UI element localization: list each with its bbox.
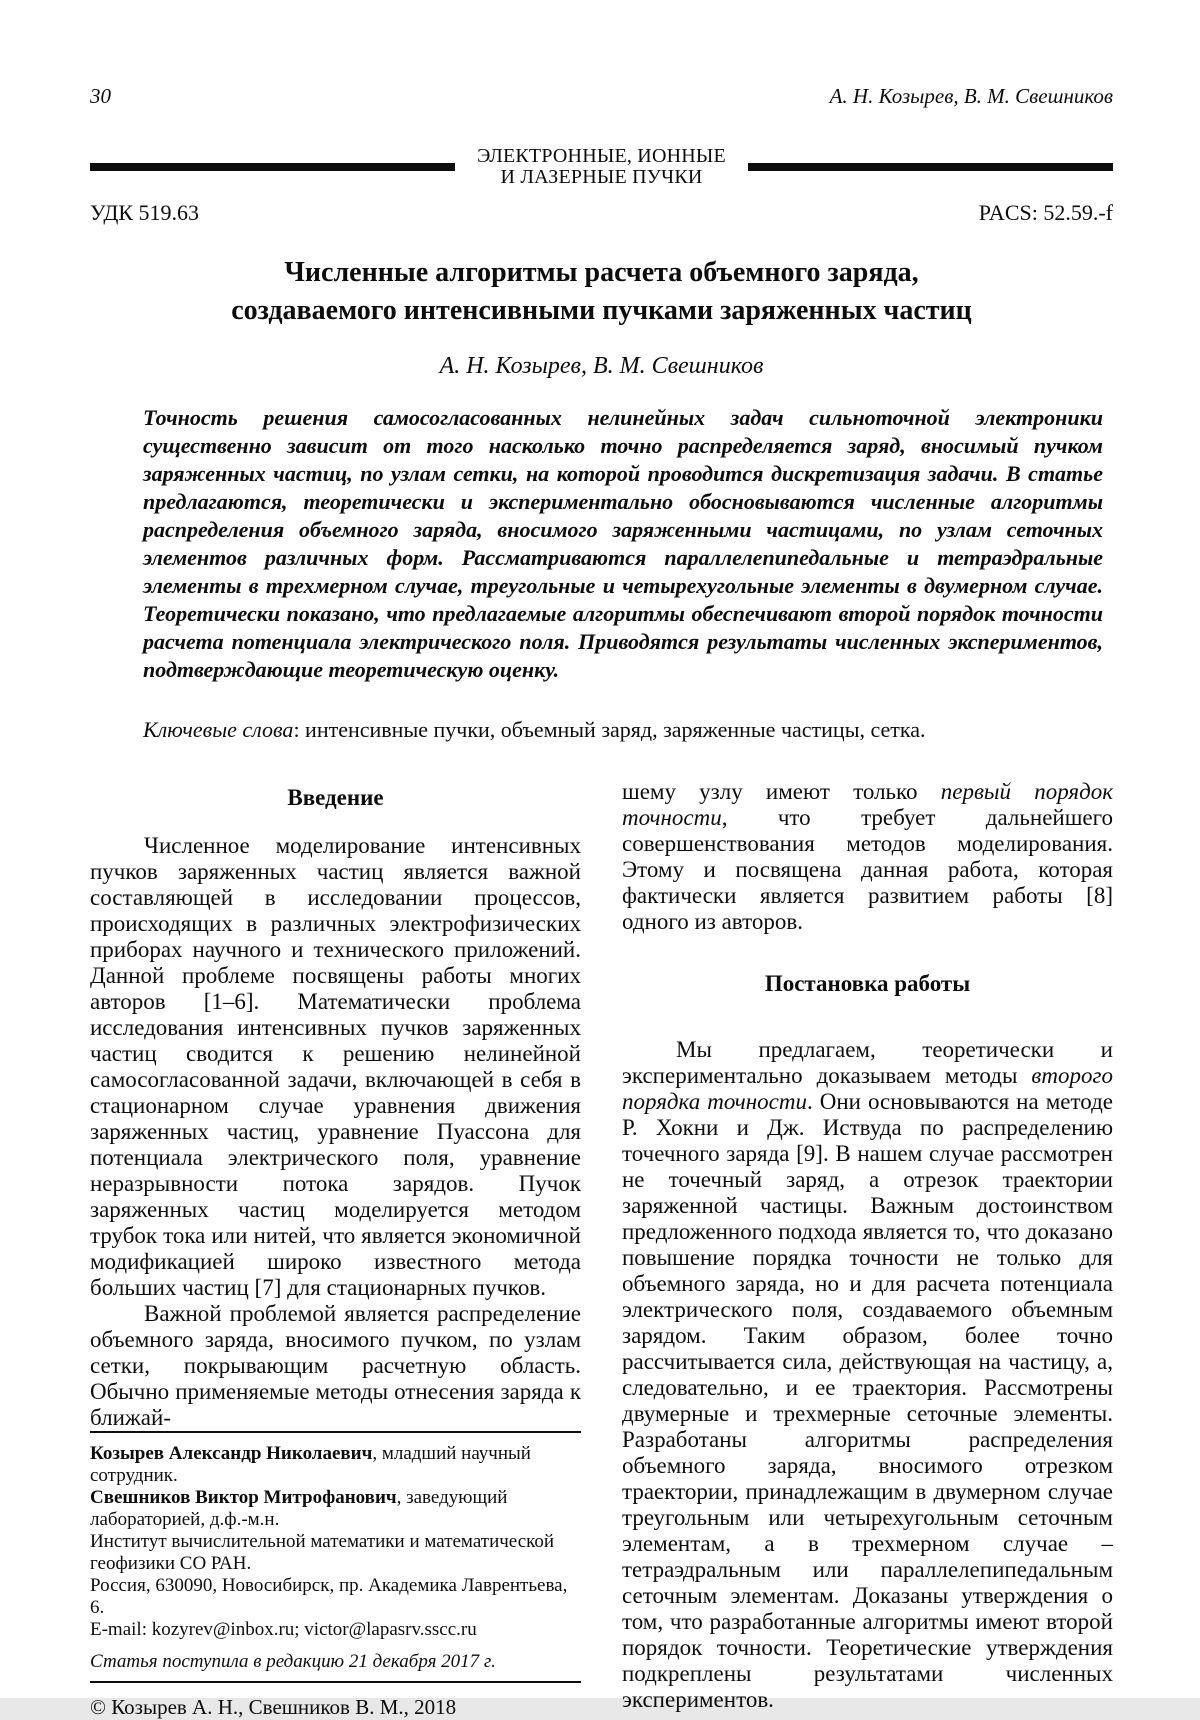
running-head <box>90 84 1113 108</box>
footnote-received-date: Статья поступила в редакцию 21 декабря 2017 г. <box>90 1651 496 1672</box>
footnote-divider <box>90 1431 581 1433</box>
keywords-line <box>143 716 1103 743</box>
footnote-author-1 <box>90 1443 581 1487</box>
statement-text-start: Мы предлагаем, теоретически и экспериментально доказываем методы <box>622 1037 1113 1088</box>
article-authors: А. Н. Козырев, В. М. Свешников <box>439 353 764 379</box>
banner-rule-left <box>90 163 455 171</box>
article-title-line2: создаваемого интенсивными пучками заряженных частиц <box>231 295 972 326</box>
classification-codes <box>90 200 1113 226</box>
page-number: 30 <box>90 84 111 108</box>
footnote-author-2 <box>90 1487 581 1531</box>
keywords-label: Ключевые слова <box>143 717 294 742</box>
statement-text-end: . Они основываются на методе Р. Хокни и Дж. Иствуда по распределению точечного заряда [9]. В нашем случае рассмотрен не точечный заряд, а отрезок траектории заряженной частицы. Важным достоинством предложенного подхода является то, что доказано повышение порядка точности не только для объемного заряда, но и для расчета потенциала электрического поля, создаваемого объемным зарядом. Таким образом, более точно рассчитывается сила, действующая на частицу, а, следовательно, и ее траектория. Рассмотрены двумерные и трехмерные сеточные элементы. Разработаны алгоритмы распределения объемного заряда, вносимого отрезком траектории, принадлежащим в двумерном случае треугольным или четырехугольным сеточным элементам, а в трехмерном случае – тетраэдральным или параллелепипедальным сеточным элементам. Доказаны утверждения о том, что разработанные алгоритмы имеют второй порядок точности. Теоретические утверждения подкреплены результатами численных экспериментов. <box>622 1089 1113 1712</box>
continuation-paragraph <box>622 779 1113 935</box>
footnote-author-2-name: Свешников Виктор Митрофанович <box>90 1487 397 1508</box>
udk-code: УДК 519.63 <box>90 200 200 225</box>
article-title <box>90 254 1113 330</box>
banner-title-line2: И ЛАЗЕРНЫЕ ПУЧКИ <box>500 166 703 188</box>
section-heading-statement: Постановка работы <box>764 971 971 996</box>
italic-phrase-first-order: первый порядок точности <box>622 779 1113 830</box>
running-authors: А. Н. Козырев, В. М. Свешников <box>829 84 1113 108</box>
pacs-code: PACS: 52.59.-f <box>978 200 1113 225</box>
column-left <box>90 779 581 1719</box>
statement-paragraph <box>622 1037 1113 1713</box>
article-title-line1: Численные алгоритмы расчета объемного заряда, <box>284 257 919 288</box>
two-column-body <box>90 779 1113 1719</box>
section-heading-intro: Введение <box>287 785 384 810</box>
footnote-author-1-role: , младший научный сотрудник. <box>90 1443 531 1486</box>
footnote-address: Россия, 630090, Новосибирск, пр. Академика Лаврентьева, 6. <box>90 1575 568 1618</box>
intro-paragraph-1: Численное моделирование интенсивных пучков заряженных частиц является важной составляющей в исследовании процессов, происходящих в различных электрофизических приборах научного и технического приложений. Данной проблеме посвящены работы многих авторов [1–6]. Математически проблема исследования интенсивных пучков заряженных частиц сводится к решению нелинейной самосогласованной задачи, включающей в себя в стационарном случае уравнения движения заряженных частиц, уравнение Пуассона для потенциала электрического поля, уравнение неразрывности потока зарядов. Пучок заряженных частиц моделируется методом трубок тока или нитей, что является экономичной модификацией широко известного метода больших частиц [7] для стационарных пучков. <box>90 833 581 1300</box>
copyright-divider <box>90 1681 581 1683</box>
footnote-author-2-role: , заведующий лабораторией, д.ф.-м.н. <box>90 1487 508 1530</box>
footnote-author-1-name: Козырев Александр Николаевич <box>90 1443 373 1464</box>
banner-title-line1: ЭЛЕКТРОННЫЕ, ИОННЫЕ <box>477 145 726 167</box>
column-right <box>622 779 1113 1712</box>
keywords-text: : интенсивные пучки, объемный заряд, заряженные частицы, сетка. <box>293 717 926 742</box>
footnote-email: E-mail: kozyrev@inbox.ru; victor@lapasrv.sscc.ru <box>90 1619 477 1640</box>
banner-title <box>477 146 726 188</box>
intro-paragraph-2: Важной проблемой является распределение объемного заряда, вносимого пучком, по узлам сетки, покрывающим расчетную область. Обычно применяемые методы отнесения заряда к ближай- <box>90 1301 581 1430</box>
continuation-text-start: шему узлу имеют только <box>622 779 941 804</box>
continuation-text-end: , что требует дальнейшего совершенствования методов моделирования. Этому и посвящена данная работа, которая фактически является развитием работы [8] одного из авторов. <box>622 805 1113 934</box>
section-banner <box>90 146 1113 188</box>
banner-rule-right <box>748 163 1113 171</box>
author-footnote <box>90 1431 581 1720</box>
italic-phrase-second-order: второго порядка точности <box>622 1063 1113 1114</box>
article-abstract: Точность решения самосогласованных нелинейных задач сильноточной электроники существенно зависит от того насколько точно распределяется заряд, вносимый пучком заряженных частиц, по узлам сетки, на которой проводится дискретизация задачи. В статье предлагаются, теоретически и экспериментально обосновываются численные алгоритмы распределения объемного заряда, вносимого заряженными частицами, по узлам сеточных элементов различных форм. Рассматриваются параллелепипедальные и тетраэдральные элементы в трехмерном случае, треугольные и четырехугольные элементы в двумерном случае. Теоретически показано, что предлагаемые алгоритмы обеспечивают второй порядок точности расчета потенциала электрического поля. Приводятся результаты численных экспериментов, подтверждающие теоретическую оценку. <box>143 405 1103 682</box>
footnote-affiliation: Институт вычислительной математики и математической геофизики СО РАН. <box>90 1531 555 1574</box>
copyright-line: © Козырев А. Н., Свешников В. М., 2018 <box>90 1695 457 1719</box>
